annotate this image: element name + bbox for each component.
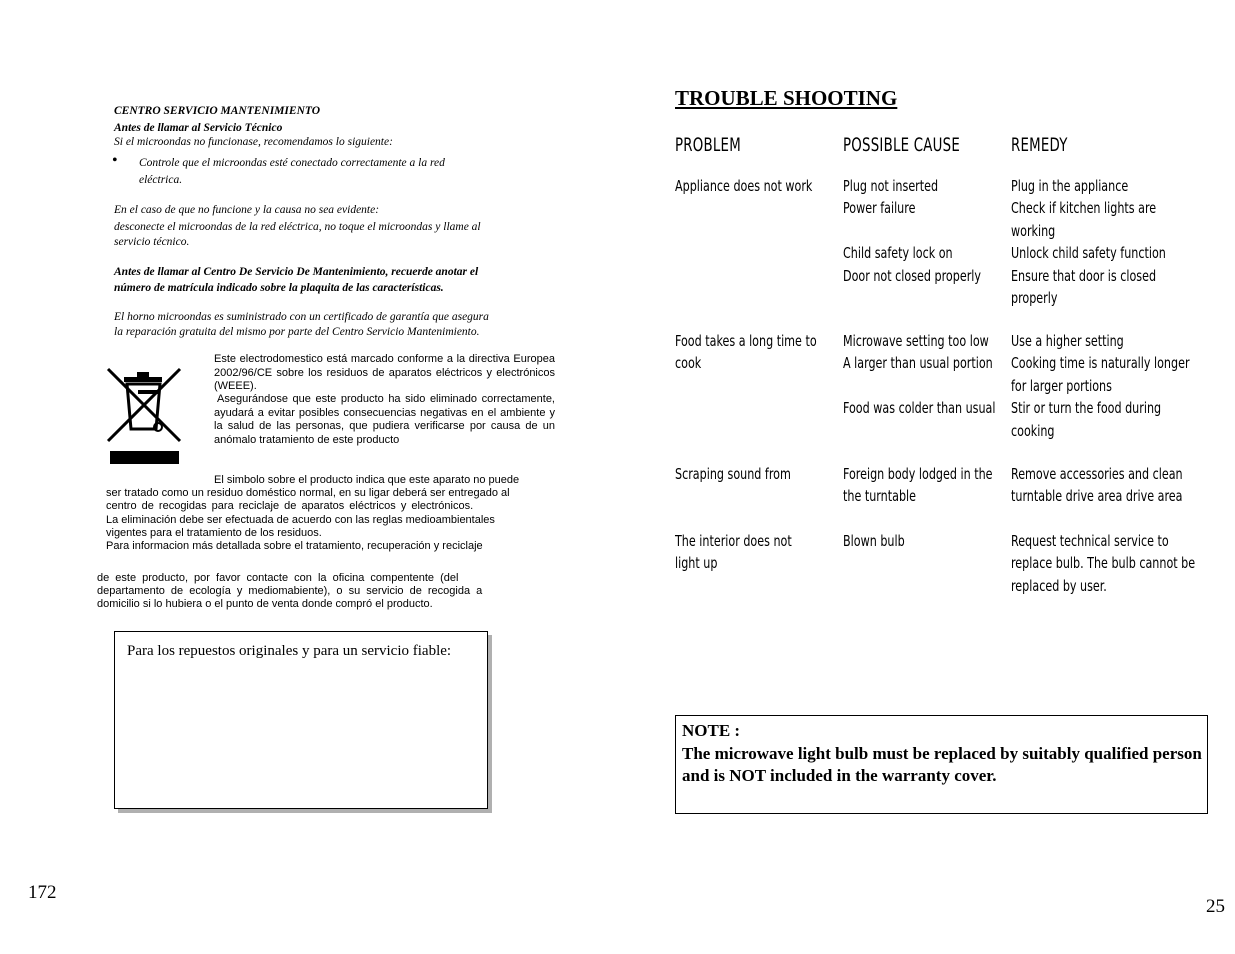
bold-note-line-2: número de matrícula indicado sobre la plaquita de las características. [114, 282, 444, 294]
warranty-line-2: la reparación gratuita del mismo por parte del Centro Servicio Mantenimiento. [114, 326, 480, 338]
symbol-line-4: La eliminación debe ser efectuada de acuerdo con las reglas medioambientales [106, 514, 495, 526]
problem-cell-line: The interior does not [675, 532, 792, 550]
intro-text: Si el microondas no funcionase, recomendamos lo siguiente: [114, 136, 393, 148]
para1-line-3: servicio técnico. [114, 236, 190, 248]
remedy-cell-line: Unlock child safety function [1011, 244, 1166, 263]
problem-cell-line: light up [675, 554, 718, 573]
remedy-cell-line: Check if kitchen lights are [1011, 199, 1157, 218]
symbol-line-2: ser tratado como un residuo doméstico normal, en su ligar deberá ser entregado al [106, 487, 510, 499]
bold-note-line-1: Antes de llamar al Centro De Servicio De Mantenimiento, recuerde anotar el [114, 266, 479, 278]
cause-cell-line: Food was colder than usual [843, 399, 996, 418]
remedy-cell-line: cooking [1011, 421, 1055, 440]
cause-cell-line: Foreign body lodged in the [843, 465, 993, 483]
remedy-cell-line: properly [1011, 289, 1058, 307]
remedy-cell-line: turntable drive area drive area [1011, 487, 1183, 506]
cause-cell-line: Power failure [843, 199, 916, 218]
problem-cell-line: Food takes a long time to [675, 332, 817, 350]
symbol-line-3: centro de recogidas para reciclaje de aparatos eléctricos y electrónicos. [106, 500, 474, 512]
contact-line-1: de este producto, por favor contacte con la oficina compentente (del [97, 572, 459, 584]
symbol-line-6: Para informacion más detallada sobre el tratamiento, recuperación y reciclaje [106, 540, 483, 552]
right-page-number: 25 [1206, 896, 1225, 917]
service-center-heading: CENTRO SERVICIO MANTENIMIENTO [114, 105, 320, 117]
para1-line-2: desconecte el microondas de la red eléctrica, no toque el microondas y llame al [114, 221, 481, 233]
note-box [675, 715, 1208, 814]
remedy-cell-line: Ensure that door is closed [1011, 266, 1157, 285]
symbol-line-5: vigentes para el tratamiento de los residuos. [106, 527, 322, 539]
problem-cell-line: cook [675, 354, 702, 373]
note-text: The microwave light bulb must be replaced by suitably qualified person and is NOT included in the warranty cover. [682, 744, 1202, 785]
warranty-line-1: El horno microondas es suministrado con un certificado de garantía que asegura [114, 311, 489, 323]
remedy-cell-line: replaced by user. [1011, 576, 1107, 595]
remedy-cell-line: Use a higher setting [1011, 332, 1124, 350]
contact-line-2: departamento de ecología y mediomabiente), o su servicio de recogida a [97, 585, 483, 597]
bullet-line-1: Controle que el microondas esté conectado correctamente a la red [139, 157, 445, 169]
cause-cell-line: A larger than usual portion [843, 354, 993, 373]
para1-line-1: En el caso de que no funcione y la causa no sea evidente: [114, 204, 380, 216]
remedy-cell-line: Request technical service to [1011, 532, 1169, 550]
remedy-cell-line: Stir or turn the food during [1011, 399, 1162, 418]
header-possible-cause: POSSIBLE CAUSE [843, 134, 960, 156]
cause-cell-line: Microwave setting too low [843, 332, 989, 350]
page-title: TROUBLE SHOOTING [675, 86, 898, 110]
contact-line-3: domicilio si lo hubiera o el punto de venta donde compró el producto. [97, 598, 433, 610]
remedy-cell-line: replace bulb. The bulb cannot be [1011, 554, 1196, 573]
cause-cell-line: the turntable [843, 487, 916, 506]
note-label: NOTE : [682, 721, 741, 740]
remedy-cell-line: for larger portions [1011, 376, 1112, 395]
weee-para-2: Asegurándose que este producto ha sido eliminado correctamente, ayudará a evitar posibles consecuencias negativas en el ambiente y la salud de las personas, que pudiera verificarse por causa de un anómalo tratamiento de este producto [214, 393, 555, 446]
remedy-cell-line: working [1011, 221, 1056, 240]
header-problem: PROBLEM [675, 134, 741, 156]
remedy-cell-line: Remove accessories and clean [1011, 465, 1183, 483]
cause-cell-line: Door not closed properly [843, 266, 981, 285]
cause-cell-line: Plug not inserted [843, 177, 939, 195]
spare-parts-text: Para los repuestos originales y para un servicio fiable: [127, 643, 452, 659]
left-page-number: 172 [28, 882, 57, 903]
problem-cell-line: Appliance does not work [675, 177, 813, 195]
bullet-dot: • [112, 152, 118, 169]
weee-para-1: Este electrodomestico está marcado conforme a la directiva Europea 2002/96/CE sobre los residuos de aparatos eléctricos y electrónicos (WEEE). [214, 353, 555, 392]
bullet-line-2: eléctrica. [139, 174, 183, 186]
symbol-line-1: El simbolo sobre el producto indica que este aparato no puede [214, 474, 520, 486]
spare-parts-box [114, 631, 488, 809]
cause-cell-line: Blown bulb [843, 532, 905, 550]
remedy-cell-line: Cooking time is naturally longer [1011, 354, 1190, 373]
crossed-out-wheelie-bin-icon [104, 363, 184, 467]
cause-cell-line: Child safety lock on [843, 244, 953, 263]
header-remedy: REMEDY [1011, 134, 1068, 156]
remedy-cell-line: Plug in the appliance [1011, 177, 1129, 195]
problem-cell-line: Scraping sound from [675, 465, 791, 483]
before-calling-subheading: Antes de llamar al Servicio Técnico [114, 122, 283, 134]
